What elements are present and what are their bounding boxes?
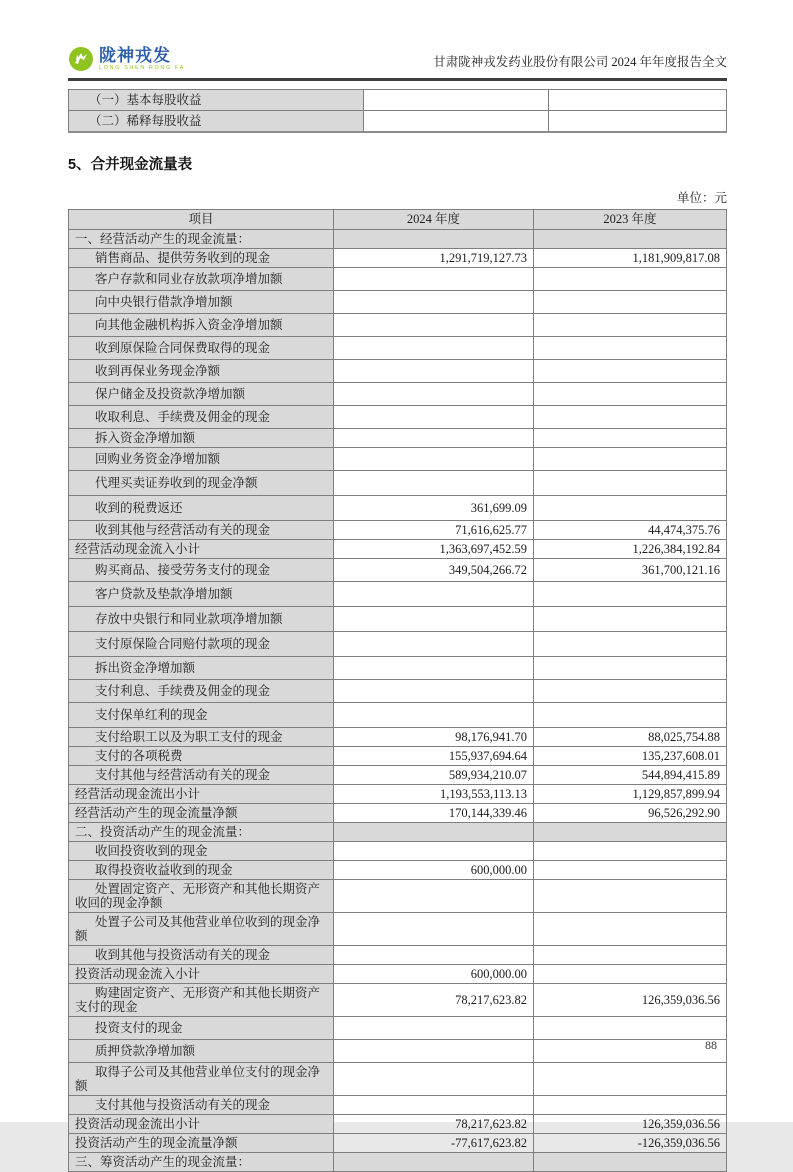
value-2024: 78,217,623.82	[334, 1114, 534, 1133]
table-row	[69, 1133, 727, 1152]
value-2023	[534, 382, 727, 405]
company-logo	[68, 46, 185, 72]
value-2024: 600,000.00	[334, 964, 534, 983]
table-row	[69, 290, 727, 313]
table-row	[69, 784, 727, 803]
table-row	[69, 841, 727, 860]
row-label: 代理买卖证券收到的现金净额	[69, 470, 334, 495]
value-2023	[534, 1039, 727, 1062]
table-row	[69, 822, 727, 841]
row-label: 经营活动现金流出小计	[69, 784, 334, 803]
table-row	[69, 912, 727, 945]
value-2023: 126,359,036.56	[534, 983, 727, 1016]
table-row	[69, 631, 727, 656]
table-row	[69, 359, 727, 382]
section-heading: 5、合并现金流量表	[68, 156, 193, 173]
value-2024	[334, 336, 534, 359]
value-2023	[534, 581, 727, 606]
value-2024	[334, 912, 534, 945]
row-label: 保户储金及投资款净增加额	[69, 382, 334, 405]
table-row	[69, 382, 727, 405]
value-2024: 589,934,210.07	[334, 765, 534, 784]
row-label: 投资活动现金流出小计	[69, 1114, 334, 1133]
row-label: 支付原保险合同赔付款项的现金	[69, 631, 334, 656]
value-2024	[334, 702, 534, 727]
row-label: 三、筹资活动产生的现金流量：	[69, 1152, 334, 1171]
value-2023	[534, 912, 727, 945]
row-label: 二、投资活动产生的现金流量：	[69, 822, 334, 841]
row-label: 向其他金融机构拆入资金净增加额	[69, 313, 334, 336]
value-2023: 1,226,384,192.84	[534, 539, 727, 558]
table-row	[69, 581, 727, 606]
value-2023: 135,237,608.01	[534, 746, 727, 765]
value-2023: 96,526,292.90	[534, 803, 727, 822]
value-2023	[534, 631, 727, 656]
value-2023: 1,129,857,899.94	[534, 784, 727, 803]
value-2024	[334, 447, 534, 470]
value-2023	[534, 229, 727, 248]
value-2024: 361,699.09	[334, 495, 534, 520]
value-2023	[534, 702, 727, 727]
table-row	[69, 90, 727, 111]
value-2023	[549, 111, 727, 132]
table-row	[69, 313, 727, 336]
row-label: 收到其他与投资活动有关的现金	[69, 945, 334, 964]
table-row	[69, 1114, 727, 1133]
value-2024	[334, 656, 534, 679]
value-2023	[534, 860, 727, 879]
value-2024: -77,617,623.82	[334, 1133, 534, 1152]
eps-table	[68, 89, 727, 133]
value-2023	[534, 447, 727, 470]
cash-flow-table	[68, 209, 727, 1172]
row-label: 支付其他与经营活动有关的现金	[69, 765, 334, 784]
row-label: 向中央银行借款净增加额	[69, 290, 334, 313]
value-2023: -126,359,036.56	[534, 1133, 727, 1152]
table-row	[69, 539, 727, 558]
row-label: 支付保单红利的现金	[69, 702, 334, 727]
value-2023	[534, 428, 727, 447]
table-row	[69, 656, 727, 679]
table-row	[69, 495, 727, 520]
value-2024	[334, 631, 534, 656]
value-2024	[334, 313, 534, 336]
row-label: 一、经营活动产生的现金流量：	[69, 229, 334, 248]
value-2024	[334, 1016, 534, 1039]
row-label: 支付其他与投资活动有关的现金	[69, 1095, 334, 1114]
row-label: 回购业务资金净增加额	[69, 447, 334, 470]
value-2023	[534, 1095, 727, 1114]
table-row	[69, 746, 727, 765]
row-label: 存放中央银行和同业款项净增加额	[69, 606, 334, 631]
table-row	[69, 520, 727, 539]
value-2024	[334, 1062, 534, 1095]
document-title: 甘肃陇神戎发药业股份有限公司 2024 年年度报告全文	[433, 55, 727, 69]
table-row	[69, 558, 727, 581]
value-2023	[534, 841, 727, 860]
value-2023	[534, 1062, 727, 1095]
value-2024	[334, 470, 534, 495]
value-2024	[334, 945, 534, 964]
row-label: 处置固定资产、无形资产和其他长期资产收回的现金净额	[69, 879, 334, 912]
value-2024	[334, 428, 534, 447]
value-2023	[534, 1152, 727, 1171]
value-2024	[334, 290, 534, 313]
value-2024	[364, 111, 549, 132]
table-row	[69, 229, 727, 248]
logo-icon	[68, 46, 94, 72]
row-label: 客户贷款及垫款净增加额	[69, 581, 334, 606]
value-2024: 155,937,694.64	[334, 746, 534, 765]
logo-text-en: LONG SHEN RONG FA	[99, 64, 185, 71]
value-2024: 98,176,941.70	[334, 727, 534, 746]
value-2023: 544,894,415.89	[534, 765, 727, 784]
table-row	[69, 428, 727, 447]
page-header	[68, 0, 727, 81]
value-2023: 44,474,375.76	[534, 520, 727, 539]
table-row	[69, 606, 727, 631]
table-row	[69, 803, 727, 822]
value-2024	[334, 581, 534, 606]
value-2024	[334, 879, 534, 912]
row-label: 支付利息、手续费及佣金的现金	[69, 679, 334, 702]
value-2024: 349,504,266.72	[334, 558, 534, 581]
table-row	[69, 727, 727, 746]
column-header-item: 项目	[69, 209, 334, 229]
table-row	[69, 945, 727, 964]
table-row	[69, 1062, 727, 1095]
value-2024: 170,144,339.46	[334, 803, 534, 822]
table-row	[69, 470, 727, 495]
value-2023	[534, 679, 727, 702]
row-label: 购买商品、接受劳务支付的现金	[69, 558, 334, 581]
value-2023	[534, 359, 727, 382]
row-label: 处置子公司及其他营业单位收到的现金净额	[69, 912, 334, 945]
value-2024	[334, 382, 534, 405]
value-2023	[534, 964, 727, 983]
row-label: 收到再保业务现金净额	[69, 359, 334, 382]
table-row	[69, 1039, 727, 1062]
table-row	[69, 765, 727, 784]
column-header-2024: 2024 年度	[334, 209, 534, 229]
page-number: 88	[705, 1038, 717, 1052]
row-label: 经营活动产生的现金流量净额	[69, 803, 334, 822]
row-label: 收回投资收到的现金	[69, 841, 334, 860]
value-2024	[364, 90, 549, 111]
value-2024: 1,291,719,127.73	[334, 248, 534, 267]
value-2024	[334, 1039, 534, 1062]
table-row	[69, 1016, 727, 1039]
row-label: 投资活动现金流入小计	[69, 964, 334, 983]
value-2023	[534, 1016, 727, 1039]
row-label: 取得投资收益收到的现金	[69, 860, 334, 879]
value-2024: 71,616,625.77	[334, 520, 534, 539]
value-2023	[534, 470, 727, 495]
column-header-2023: 2023 年度	[534, 209, 727, 229]
row-label: 取得子公司及其他营业单位支付的现金净额	[69, 1062, 334, 1095]
eps-table-body	[69, 90, 727, 132]
table-row	[69, 405, 727, 428]
cash-flow-table-body	[69, 229, 727, 1171]
table-row	[69, 679, 727, 702]
row-label: 购建固定资产、无形资产和其他长期资产支付的现金	[69, 983, 334, 1016]
table-row	[69, 267, 727, 290]
row-label: 经营活动现金流入小计	[69, 539, 334, 558]
value-2024	[334, 606, 534, 631]
value-2024	[334, 822, 534, 841]
row-label: 质押贷款净增加额	[69, 1039, 334, 1062]
header-row	[69, 209, 727, 229]
cash-flow-table-header	[69, 209, 727, 229]
value-2024	[334, 679, 534, 702]
value-2023	[534, 290, 727, 313]
value-2023	[534, 313, 727, 336]
table-row	[69, 964, 727, 983]
value-2024	[334, 229, 534, 248]
row-label: 支付的各项税费	[69, 746, 334, 765]
row-label: 收到其他与经营活动有关的现金	[69, 520, 334, 539]
table-row	[69, 248, 727, 267]
value-2024	[334, 405, 534, 428]
value-2023	[534, 656, 727, 679]
row-label: （一）基本每股收益	[69, 90, 364, 111]
value-2023: 126,359,036.56	[534, 1114, 727, 1133]
table-row	[69, 447, 727, 470]
value-2024: 78,217,623.82	[334, 983, 534, 1016]
row-label: 收到原保险合同保费取得的现金	[69, 336, 334, 359]
row-label: 收取利息、手续费及佣金的现金	[69, 405, 334, 428]
table-row	[69, 879, 727, 912]
table-row	[69, 336, 727, 359]
value-2024	[334, 1152, 534, 1171]
value-2023	[549, 90, 727, 111]
value-2023	[534, 945, 727, 964]
table-row	[69, 702, 727, 727]
value-2023: 361,700,121.16	[534, 558, 727, 581]
table-row	[69, 111, 727, 132]
value-2024: 1,193,553,113.13	[334, 784, 534, 803]
table-row	[69, 1095, 727, 1114]
value-2023	[534, 267, 727, 290]
value-2023: 1,181,909,817.08	[534, 248, 727, 267]
table-row	[69, 1152, 727, 1171]
value-2024	[334, 359, 534, 382]
value-2024: 1,363,697,452.59	[334, 539, 534, 558]
unit-label: 单位：元	[676, 190, 727, 205]
value-2023	[534, 336, 727, 359]
value-2024	[334, 1095, 534, 1114]
logo-text	[99, 47, 185, 72]
table-row	[69, 983, 727, 1016]
row-label: （二）稀释每股收益	[69, 111, 364, 132]
value-2023	[534, 822, 727, 841]
value-2023	[534, 495, 727, 520]
row-label: 投资支付的现金	[69, 1016, 334, 1039]
table-row	[69, 860, 727, 879]
value-2023	[534, 606, 727, 631]
row-label: 拆入资金净增加额	[69, 428, 334, 447]
value-2023	[534, 879, 727, 912]
row-label: 支付给职工以及为职工支付的现金	[69, 727, 334, 746]
value-2023: 88,025,754.88	[534, 727, 727, 746]
row-label: 销售商品、提供劳务收到的现金	[69, 248, 334, 267]
value-2023	[534, 405, 727, 428]
value-2024	[334, 841, 534, 860]
row-label: 拆出资金净增加额	[69, 656, 334, 679]
row-label: 客户存款和同业存放款项净增加额	[69, 267, 334, 290]
logo-text-cn: 陇神戎发	[99, 45, 171, 65]
row-label: 投资活动产生的现金流量净额	[69, 1133, 334, 1152]
row-label: 收到的税费返还	[69, 495, 334, 520]
value-2024	[334, 267, 534, 290]
value-2024: 600,000.00	[334, 860, 534, 879]
